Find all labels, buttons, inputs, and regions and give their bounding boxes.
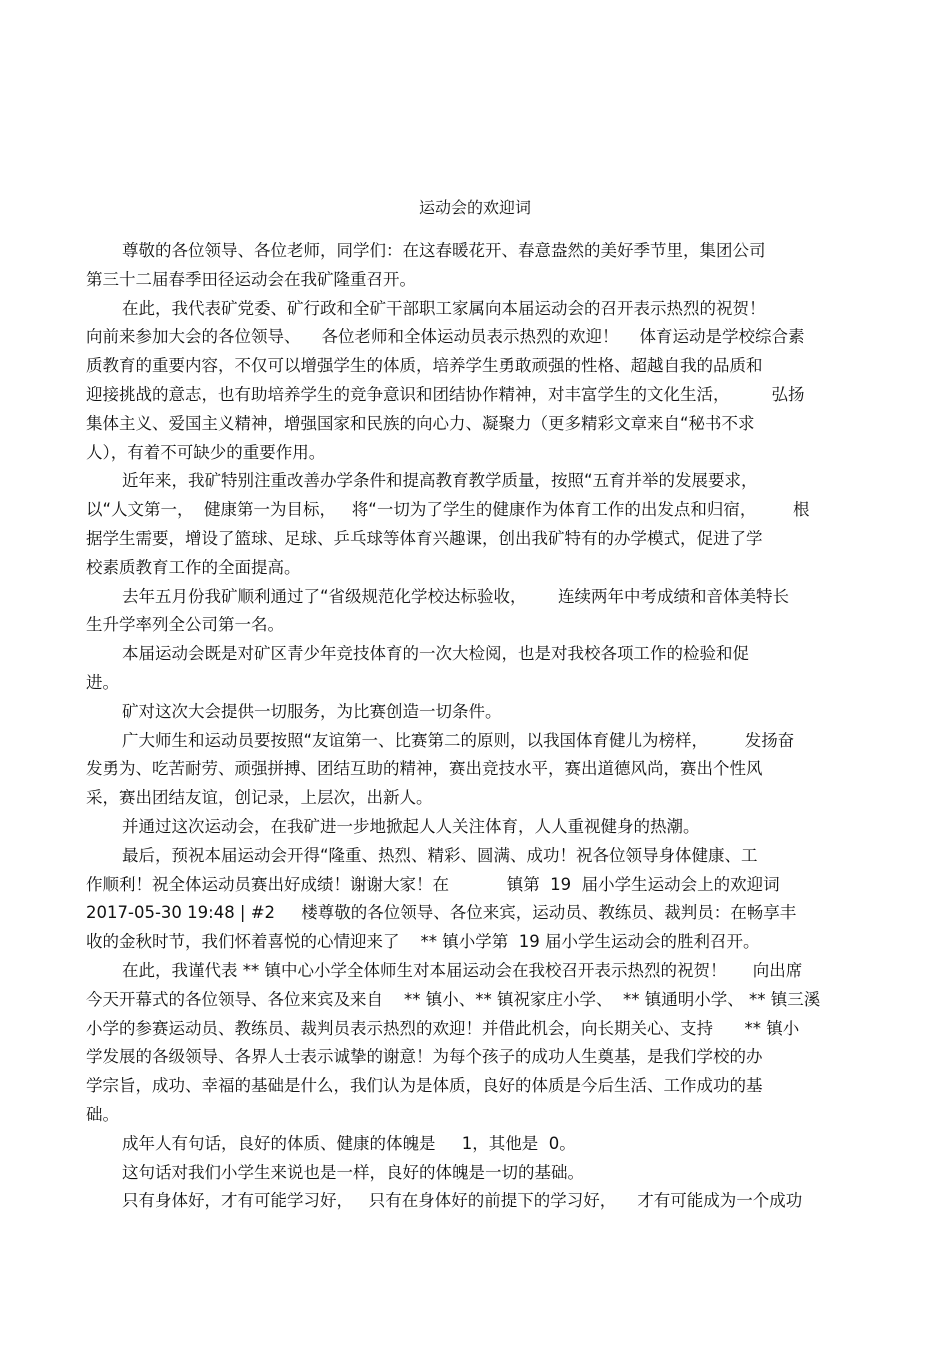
- text-line: 矿对这次大会提供一切服务，为比赛创造一切条件。: [122, 701, 502, 721]
- text-line: 小学的参赛运动员、教练员、裁判员表示热烈的欢迎！并借此机会，向长期关心、支持 ** 镇小: [86, 1018, 800, 1038]
- text-line: 向前来参加大会的各位领导、 各位老师和全体运动员表示热烈的欢迎！ 体育运动是学校综合素: [86, 327, 805, 347]
- text-line: 尊敬的各位领导、各位老师，同学们：在这春暖花开、春意盎然的美好季节里，集团公司: [122, 241, 766, 260]
- text-line: 生升学率列全公司第一名。: [86, 615, 284, 635]
- text-line: 成年人有句话，良好的体质、健康的体魄是 1，其他是 0。: [122, 1133, 576, 1153]
- text-line: 迎接挑战的意志，也有助培养学生的竞争意识和团结协作精神，对丰富学生的文化生活， 弘扬: [86, 384, 805, 404]
- text-line: 采，赛出团结友谊，创记录，上层次，出新人。: [86, 788, 433, 808]
- text-line: 今天开幕式的各位领导、各位来宾及来自 ** 镇小、** 镇祝家庄小学、 ** 镇通明小学、 ** 镇三溪: [86, 989, 821, 1009]
- text-line: 本届运动会既是对矿区青少年竞技体育的一次大检阅，也是对我校各项工作的检验和促: [122, 644, 749, 664]
- text-line: 作顺利！祝全体运动员赛出好成绩！谢谢大家！在 镇第 19 届小学生运动会上的欢迎词: [86, 874, 780, 894]
- text-line: 校素质教育工作的全面提高。: [86, 557, 301, 577]
- text-line: 学发展的各级领导、各界人士表示诚挚的谢意！为每个孩子的成功人生奠基，是我们学校的办: [86, 1047, 763, 1067]
- text-line: 据学生需要，增设了篮球、足球、乒乓球等体育兴趣课，创出我矿特有的办学模式，促进了学: [86, 528, 763, 548]
- text-line: 这句话对我们小学生来说也是一样，良好的体魄是一切的基础。: [122, 1162, 584, 1182]
- text-line: 以“人文第一， 健康第一为目标， 将“一切为了学生的健康作为体育工作的出发点和归宿， 根: [86, 500, 810, 520]
- text-line: 第三十二届春季田径运动会在我矿隆重召开。: [86, 269, 416, 289]
- text-line: 集体主义、爱国主义精神，增强国家和民族的向心力、凝聚力（更多精彩文章来自“秘书不求: [86, 413, 755, 433]
- text-line: 学宗旨，成功、幸福的基础是什么，我们认为是体质，良好的体质是今后生活、工作成功的基: [86, 1076, 763, 1096]
- document-title: 运动会的欢迎词: [418, 198, 531, 217]
- text-line: 2017-05-30 19:48 | #2 楼尊敬的各位领导、各位来宾，运动员、教练员、裁判员：在畅享丰: [86, 903, 797, 923]
- text-line: 人），有着不可缺少的重要作用。: [86, 442, 326, 462]
- document-body: [86, 237, 876, 1216]
- text-line: 近年来，我矿特别注重改善办学条件和提高教育教学质量，按照“五育并举的发展要求，: [122, 471, 758, 491]
- text-line: 进。: [86, 672, 119, 692]
- text-line: 去年五月份我矿顺利通过了“省级规范化学校达标验收， 连续两年中考成绩和音体美特长: [122, 586, 790, 606]
- text-line: 发勇为、吃苦耐劳、顽强拼搏、团结互助的精神，赛出竞技水平，赛出道德风尚，赛出个性风: [86, 759, 763, 779]
- text-line: 质教育的重要内容，不仅可以增强学生的体质，培养学生勇敢顽强的性格、超越自我的品质和: [86, 356, 763, 376]
- text-line: 础。: [86, 1104, 119, 1124]
- text-line: 收的金秋时节，我们怀着喜悦的心情迎来了 ** 镇小学第 19 届小学生运动会的胜利召开。: [86, 932, 760, 952]
- text-line: 在此，我谨代表 ** 镇中心小学全体师生对本届运动会在我校召开表示热烈的祝贺！ 向出席: [122, 960, 803, 980]
- text-line: 最后，预祝本届运动会开得“隆重、热烈、精彩、圆满、成功！祝各位领导身体健康、工: [122, 845, 758, 865]
- text-line: 只有身体好，才有可能学习好， 只有在身体好的前提下的学习好， 才有可能成为一个成功: [122, 1191, 803, 1211]
- text-line: 广大师生和运动员要按照“友谊第一、比赛第二的原则，以我国体育健儿为榜样， 发扬奋: [122, 730, 795, 750]
- text-line: 并通过这次运动会，在我矿进一步地掀起人人关注体育，人人重视健身的热潮。: [122, 816, 700, 836]
- text-line: 在此，我代表矿党委、矿行政和全矿干部职工家属向本届运动会的召开表示热烈的祝贺！: [122, 298, 766, 318]
